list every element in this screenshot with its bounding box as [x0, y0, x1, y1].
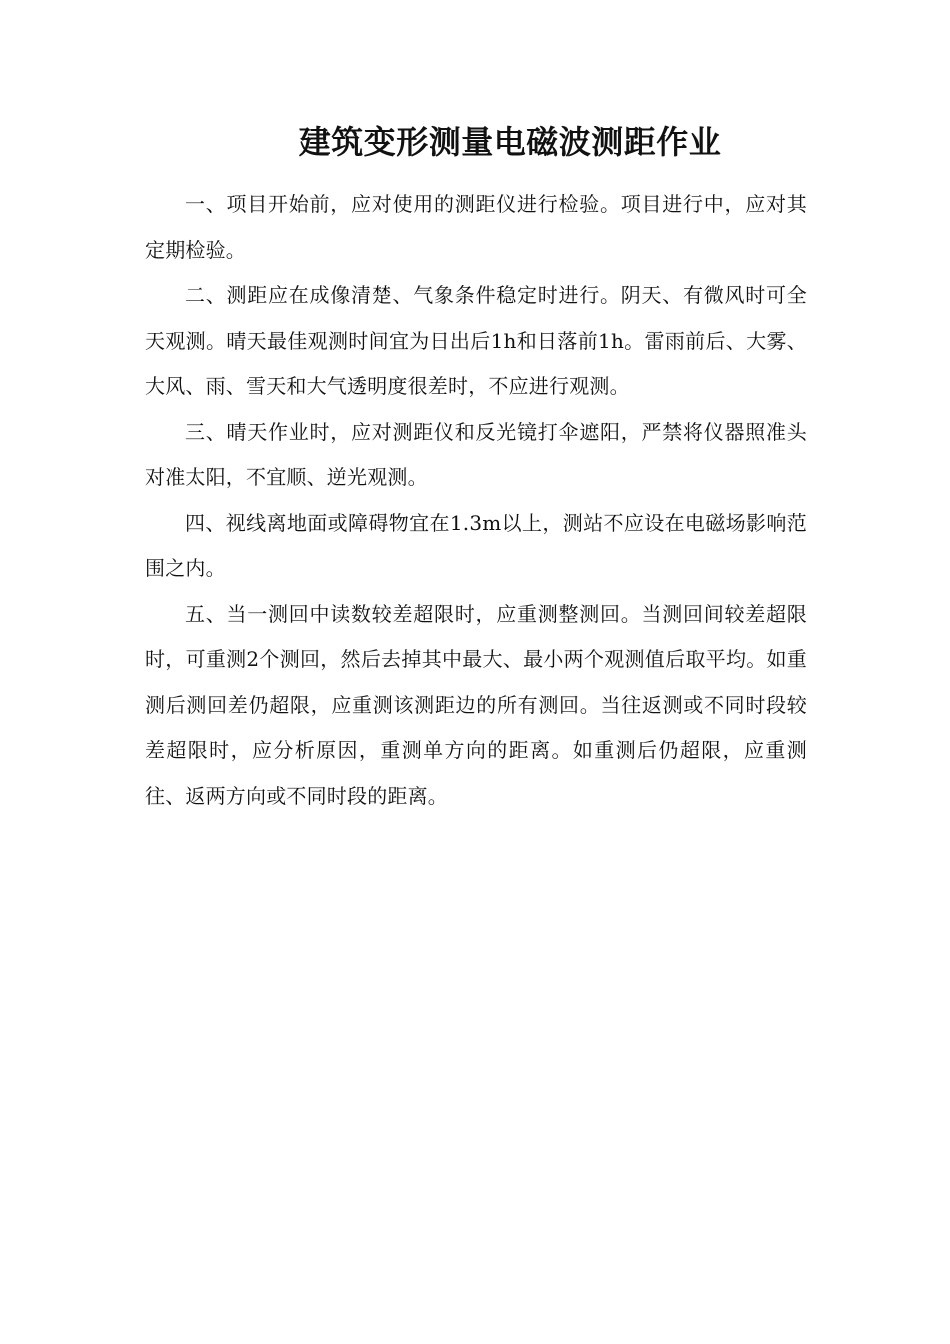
document-body [145, 182, 807, 819]
paragraph-2: 二、测距应在成像清楚、气象条件稳定时进行。阴天、有微风时可全天观测。晴天最佳观测时间宜为日出后1h和日落前1h。雷雨前后、大雾、大风、雨、雪天和大气透明度很差时，不应进行观测。 [145, 283, 807, 398]
paragraph-4: 四、视线离地面或障碍物宜在1.3m以上，测站不应设在电磁场影响范围之内。 [145, 510, 807, 580]
paragraph-1: 一、项目开始前，应对使用的测距仪进行检验。项目进行中，应对其定期检验。 [145, 192, 807, 262]
paragraph-5: 五、当一测回中读数较差超限时，应重测整测回。当测回间较差超限时，可重测2个测回，然后去掉其中最大、最小两个观测值后取平均。如重测后测回差仍超限，应重测该测距边的所有测回。当往返测或不同时段较差超限时，应分析原因，重测单方向的距离。如重测后仍超限，应重测往、返两方向或不同时段的距离。 [145, 601, 807, 808]
paragraph-3: 三、晴天作业时，应对测距仪和反光镜打伞遮阳，严禁将仪器照准头对准太阳，不宜顺、逆光观测。 [145, 419, 807, 489]
document-title: 建筑变形测量电磁波测距作业 [298, 123, 722, 161]
